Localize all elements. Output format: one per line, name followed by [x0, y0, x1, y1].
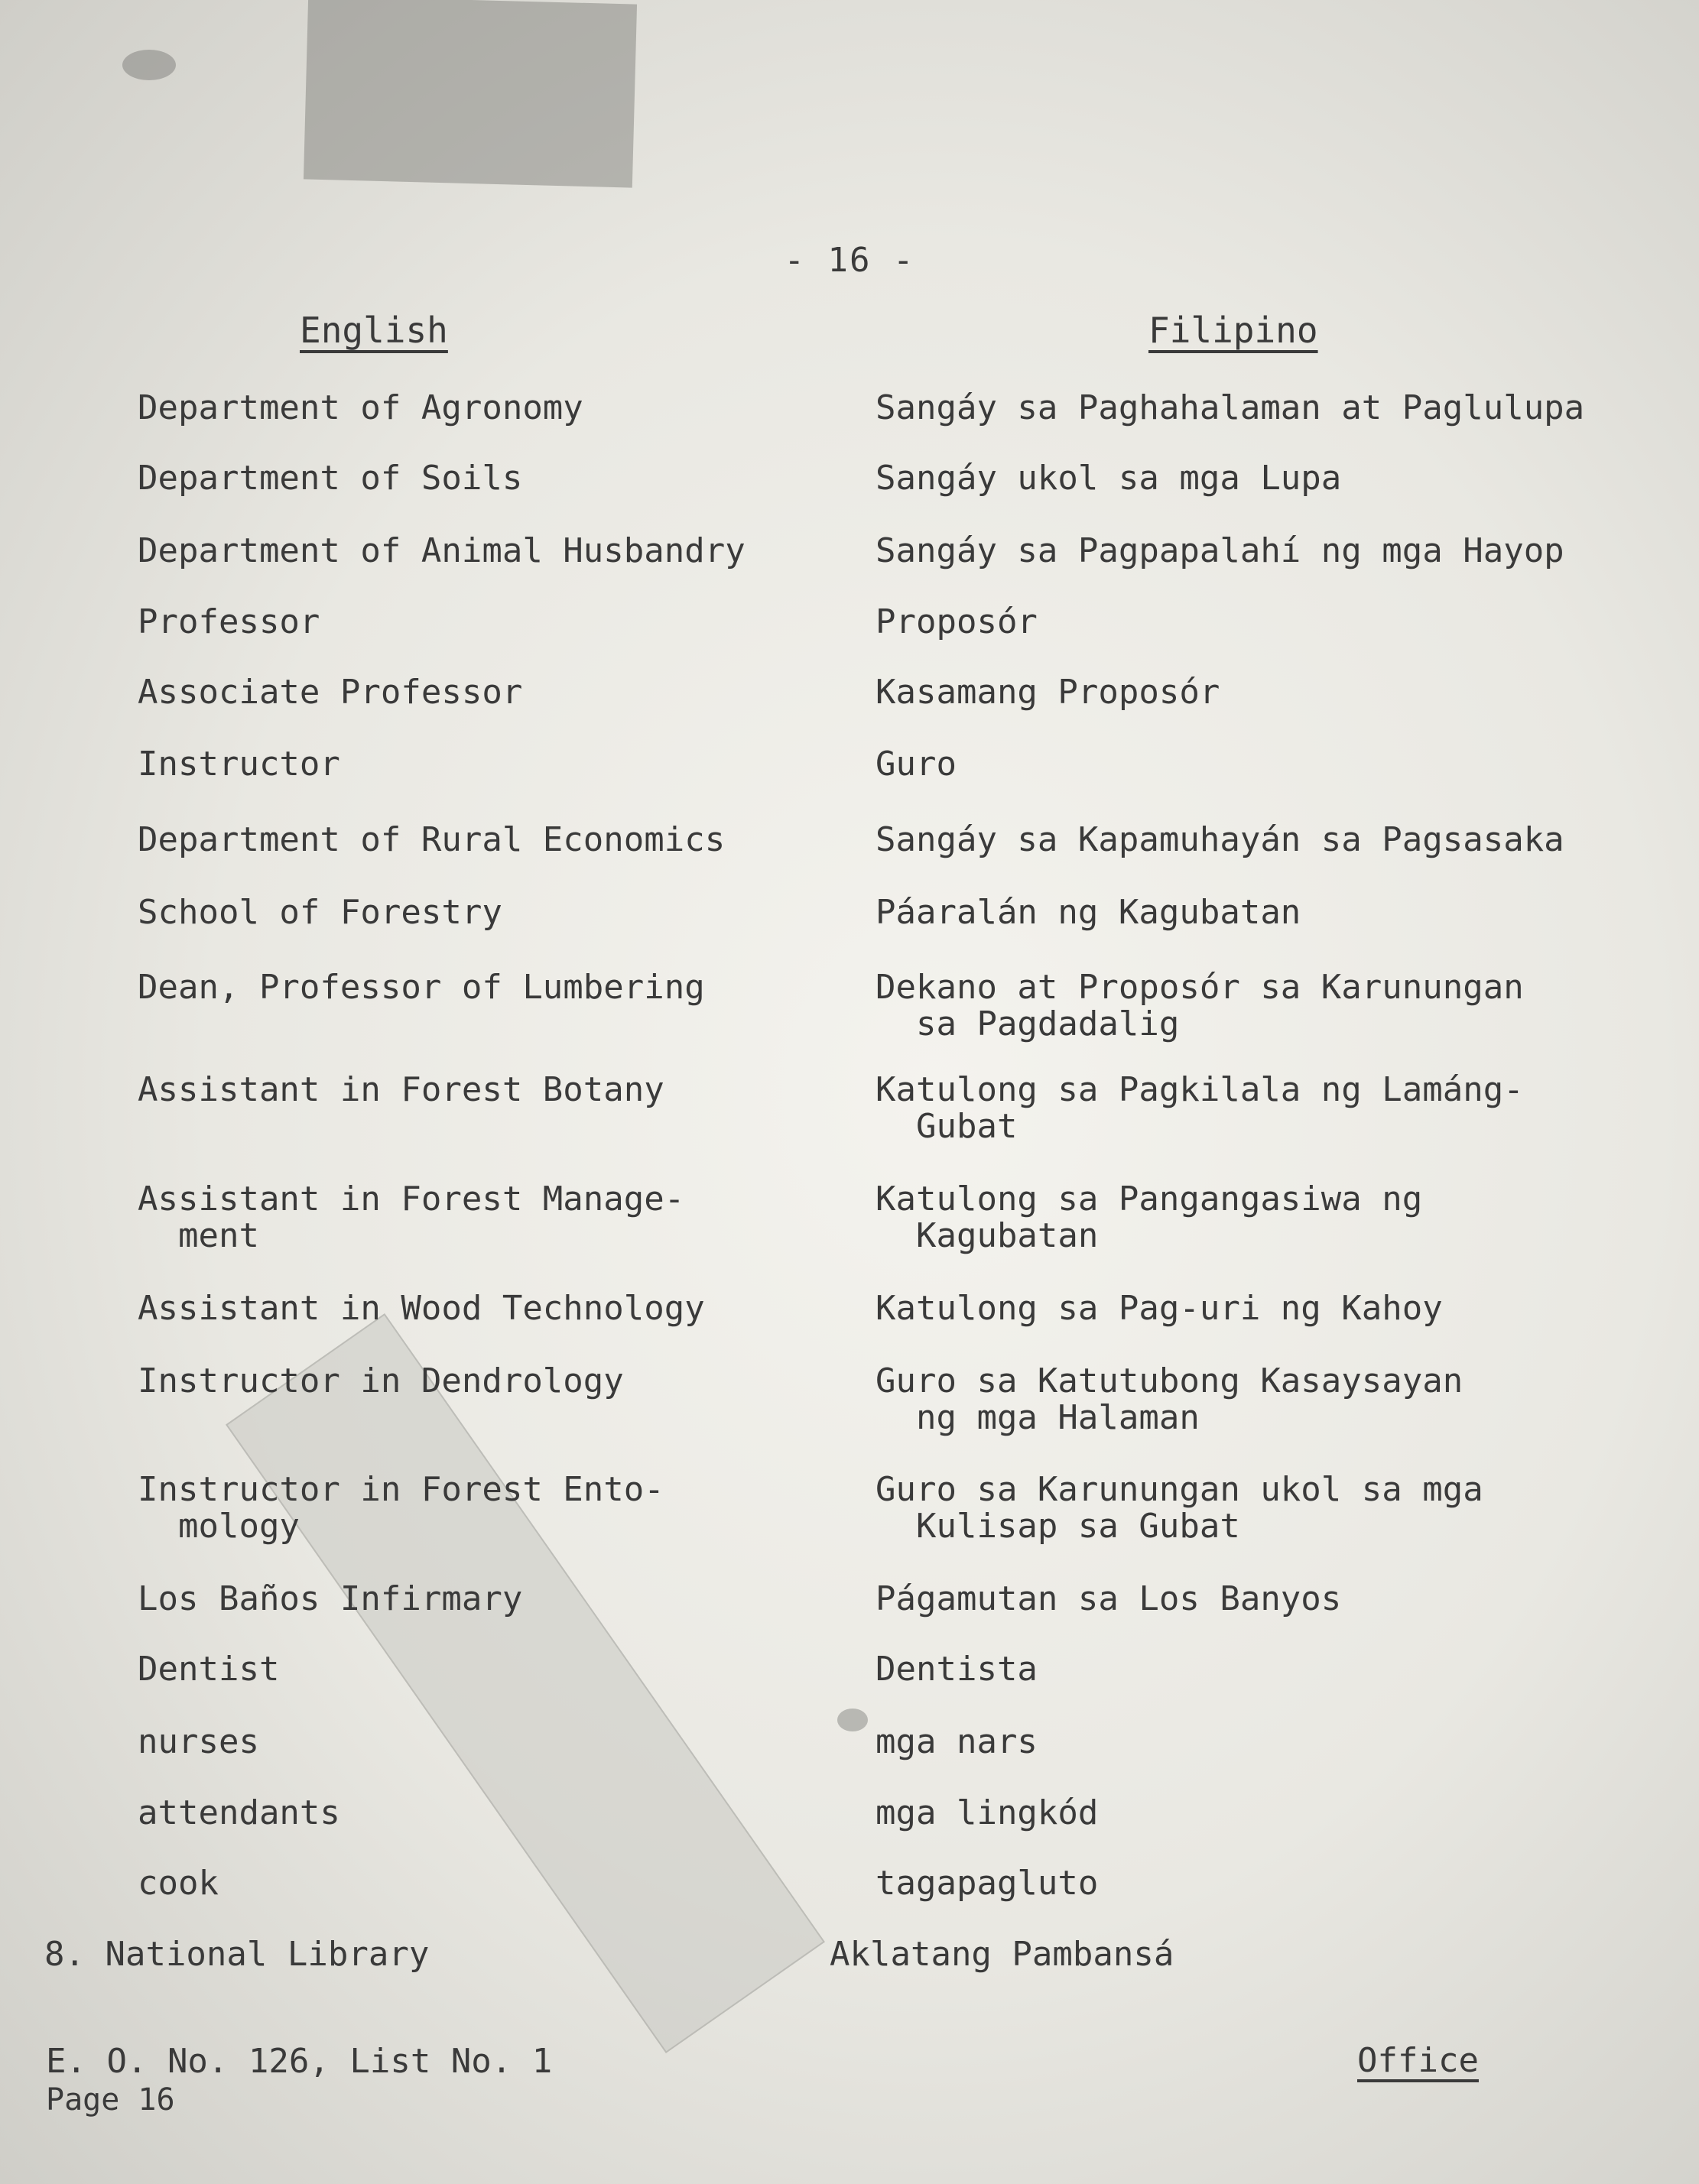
- filipino-term: mga nars: [875, 1722, 1038, 1761]
- english-term: Los Baños Infirmary: [138, 1579, 523, 1618]
- filipino-term: Katulong sa Pangangasiwa ng Kagubatan: [875, 1180, 1423, 1255]
- english-term: Professor: [138, 602, 320, 641]
- english-term: Instructor in Dendrology: [138, 1361, 624, 1400]
- filipino-term: Págamutan sa Los Banyos: [875, 1579, 1342, 1618]
- english-term: Dentist: [138, 1650, 280, 1689]
- english-term: Department of Rural Economics: [138, 820, 726, 859]
- english-term: Associate Professor: [138, 673, 523, 712]
- english-term: Dean, Professor of Lumbering: [138, 968, 705, 1007]
- english-column-header: English: [300, 310, 448, 351]
- filipino-term: mga lingkód: [875, 1793, 1099, 1832]
- filipino-term: Guro sa Karunungan ukol sa mga Kulisap sa Gubat: [875, 1470, 1483, 1546]
- filipino-term: Guro: [875, 745, 957, 784]
- english-term: nurses: [138, 1722, 259, 1761]
- filipino-term: Guro sa Katutubong Kasaysayan ng mga Halaman: [875, 1361, 1463, 1437]
- page-number: - 16 -: [784, 241, 915, 280]
- english-term: Assistant in Wood Technology: [138, 1289, 705, 1328]
- english-term: Department of Agronomy: [138, 388, 583, 427]
- english-term: Assistant in Forest Manage- ment: [138, 1180, 685, 1255]
- filipino-term: tagapagluto: [875, 1864, 1099, 1903]
- english-term: attendants: [138, 1793, 340, 1832]
- filipino-term: Sangáy ukol sa mga Lupa: [875, 459, 1342, 498]
- filipino-term: Dentista: [875, 1650, 1038, 1689]
- filipino-term: Dekano at Proposór sa Karunungan sa Pagdadalig: [875, 968, 1524, 1043]
- english-term: Instructor: [138, 745, 340, 784]
- english-term: Assistant in Forest Botany: [138, 1070, 664, 1109]
- footer-page-label: Page 16: [46, 2082, 175, 2117]
- order-reference: E. O. No. 126, List No. 1: [46, 2042, 553, 2081]
- filipino-column-header: Filipino: [1148, 310, 1318, 351]
- english-term: 8. National Library: [44, 1935, 430, 1974]
- filipino-term: Sangáy sa Kapamuhayán sa Pagsasaka: [875, 820, 1564, 859]
- tape-mark-top: [304, 0, 637, 188]
- english-term: School of Forestry: [138, 893, 502, 932]
- filipino-term: Proposór: [875, 602, 1038, 641]
- filipino-term: Katulong sa Pagkilala ng Lamáng- Gubat: [875, 1070, 1524, 1146]
- filipino-term: Kasamang Proposór: [875, 673, 1220, 712]
- filipino-term: Katulong sa Pag-uri ng Kahoy: [875, 1289, 1443, 1328]
- footer-office-label: Office: [1357, 2041, 1479, 2080]
- english-term: cook: [138, 1864, 219, 1903]
- filipino-term: Sangáy sa Pagpapalahí ng mga Hayop: [875, 531, 1564, 570]
- english-term: Department of Animal Husbandry: [138, 531, 746, 570]
- english-term: Instructor in Forest Ento- mology: [138, 1470, 664, 1546]
- filipino-term: Páaralán ng Kagubatan: [875, 893, 1301, 932]
- ink-stain: [122, 50, 176, 80]
- ink-stain: [837, 1709, 868, 1731]
- filipino-term: Sangáy sa Paghahalaman at Paglulupa: [875, 388, 1585, 427]
- filipino-term: Aklatang Pambansá: [830, 1935, 1174, 1974]
- english-term: Department of Soils: [138, 459, 523, 498]
- footer-reference: [46, 2043, 552, 2119]
